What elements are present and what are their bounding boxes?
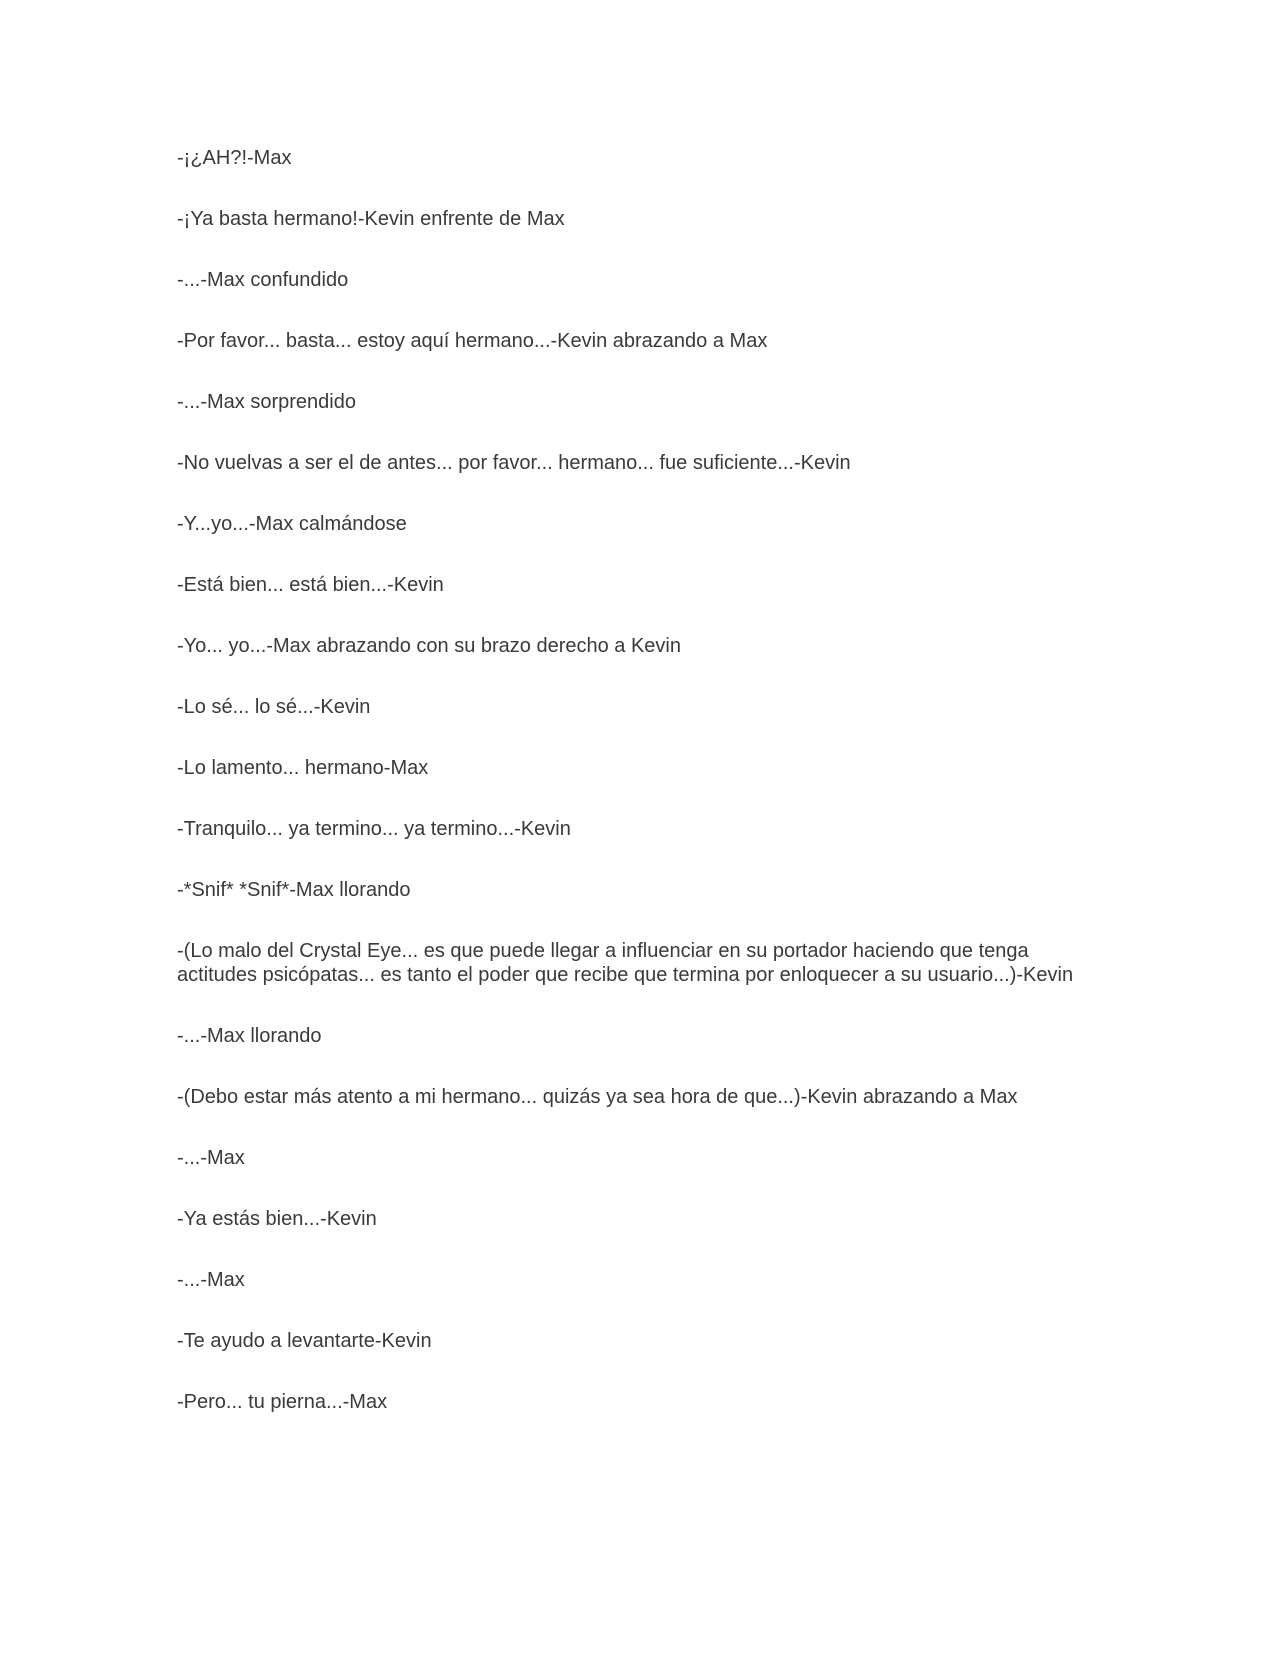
dialogue-line: -Pero... tu pierna...-Max xyxy=(177,1391,388,1413)
dialogue-line: -Está bien... está bien...-Kevin xyxy=(177,574,444,596)
dialogue-line: -...-Max llorando xyxy=(177,1025,322,1047)
dialogue-line: -No vuelvas a ser el de antes... por favor... hermano... fue suficiente...-Kevin xyxy=(177,452,851,474)
dialogue-line: -...-Max xyxy=(177,1147,245,1169)
dialogue-line: -Lo lamento... hermano-Max xyxy=(177,757,429,779)
dialogue-line: -¡¿AH?!-Max xyxy=(177,147,292,169)
dialogue-line: -¡Ya basta hermano!-Kevin enfrente de Max xyxy=(177,208,565,230)
dialogue-line: -*Snif* *Snif*-Max llorando xyxy=(177,879,411,901)
dialogue-line: -Ya estás bien...-Kevin xyxy=(177,1208,377,1230)
dialogue-line: -Tranquilo... ya termino... ya termino...-Kevin xyxy=(177,818,571,840)
dialogue-line: -...-Max xyxy=(177,1269,245,1291)
dialogue-line: -Y...yo...-Max calmándose xyxy=(177,513,407,535)
document-body xyxy=(177,146,1077,1451)
dialogue-line: -...-Max confundido xyxy=(177,269,349,291)
dialogue-line: -Yo... yo...-Max abrazando con su brazo derecho a Kevin xyxy=(177,635,681,657)
dialogue-line: -...-Max sorprendido xyxy=(177,391,356,413)
dialogue-line: -Lo sé... lo sé...-Kevin xyxy=(177,696,371,718)
dialogue-line: -(Debo estar más atento a mi hermano... quizás ya sea hora de que...)-Kevin abrazando a Max xyxy=(177,1086,1018,1108)
dialogue-line: -Por favor... basta... estoy aquí hermano...-Kevin abrazando a Max xyxy=(177,330,768,352)
dialogue-line: -Te ayudo a levantarte-Kevin xyxy=(177,1330,432,1352)
dialogue-line: -(Lo malo del Crystal Eye... es que puede llegar a influenciar en su portador haciendo que tenga actitudes psicópatas... es tanto el poder que recibe que termina por enloquecer a su usuario...)-Kevin xyxy=(177,940,1074,986)
